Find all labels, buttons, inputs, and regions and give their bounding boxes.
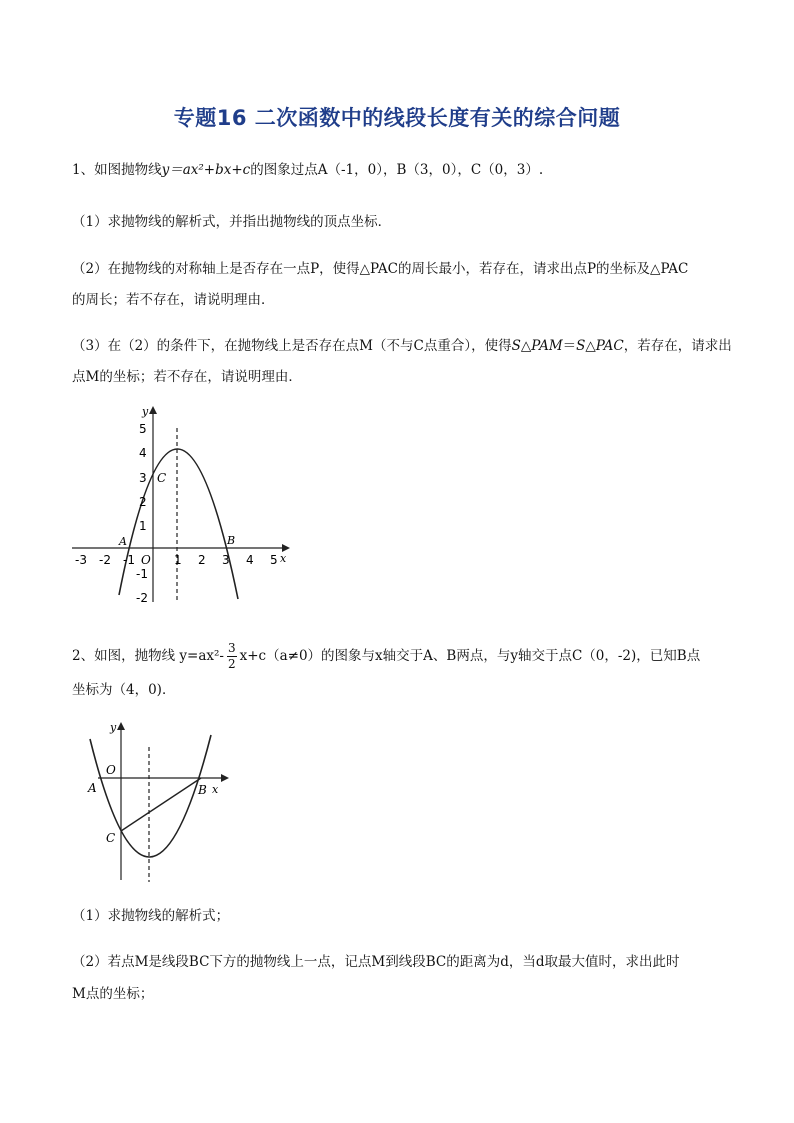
q1-point-b-label: B <box>227 534 236 547</box>
q2-part1: （1）求抛物线的解析式； <box>72 908 230 924</box>
q2-y-arrow <box>117 722 125 730</box>
q1-ytick: 5 <box>139 422 147 436</box>
q1-y-arrow <box>149 406 157 414</box>
q1-xtick: 5 <box>270 553 278 567</box>
q2-point-c-label: C <box>106 831 116 845</box>
q1-part3-line1 <box>72 336 732 356</box>
q1-x-arrow <box>282 544 290 552</box>
q1-xtick: -2 <box>99 553 111 567</box>
q2-stem-line2: 坐标为（4，0)． <box>72 682 176 698</box>
q1-area-pam: S△PAM <box>511 338 563 354</box>
q1-equals: ＝ <box>562 338 577 354</box>
q2-y-label: y <box>110 721 117 734</box>
q1-part3-text-b: ，若存在，请求出 <box>623 338 732 354</box>
q2-stem <box>72 641 700 672</box>
q1-point-c-label: C <box>157 471 167 485</box>
q1-stem-text: 1、如图抛物线 <box>72 162 162 178</box>
q2-graph <box>84 717 234 885</box>
q1-part3-text: （3）在（2）的条件下，在抛物线上是否存在点M（不与C点重合），使得 <box>72 338 512 354</box>
q1-points: A（-1，0），B（3，0），C（0，3）. <box>317 162 544 178</box>
q1-part2-line1: （2）在抛物线的对称轴上是否存在一点P，使得△PAC的周长最小，若存在，请求出点P的坐标及△PAC <box>72 261 689 277</box>
q2-part2-line2: M点的坐标； <box>72 986 154 1002</box>
q1-part1: （1）求抛物线的解析式，并指出抛物线的顶点坐标． <box>72 214 392 230</box>
q1-part2-line2: 的周长；若不存在，请说明理由． <box>72 292 275 308</box>
q2-stem-text-b: x+c（a≠0）的图象与x轴交于A、B两点，与y轴交于点C（0，-2)，已知B点 <box>239 648 701 664</box>
q1-xtick: 3 <box>222 553 230 567</box>
q1-origin-label: O <box>141 553 151 567</box>
q2-frac-num: 3 <box>227 641 236 655</box>
q1-xtick: 4 <box>246 553 254 567</box>
q1-xtick: 1 <box>174 553 182 567</box>
q1-stem-text-b: 的图象过点 <box>250 162 318 178</box>
q1-part3-line2: 点M的坐标；若不存在，请说明理由． <box>72 369 302 385</box>
q1-xtick: -1 <box>123 553 135 567</box>
q1-point-a-label: A <box>119 535 127 548</box>
q1-ytick: -1 <box>136 567 148 581</box>
q2-part2-line1: （2）若点M是线段BC下方的抛物线上一点，记点M到线段BC的距离为d，当d取最大值时，求出此时 <box>72 954 680 970</box>
q2-stem-text: 2、如图，抛物线 y=ax²- <box>72 648 224 664</box>
q1-ytick: -2 <box>136 591 148 605</box>
q2-origin-label: O <box>106 763 116 777</box>
q2-point-a-label: A <box>88 781 97 795</box>
q2-x-label: x <box>212 783 219 796</box>
q1-area-pac: S△PAC <box>576 338 624 354</box>
q1-xtick: 2 <box>198 553 206 567</box>
q1-ytick: 1 <box>139 519 147 533</box>
q2-x-arrow <box>221 774 229 782</box>
q1-y-label: y <box>142 405 149 418</box>
q1-xtick: -3 <box>75 553 87 567</box>
q1-ytick: 3 <box>139 471 147 485</box>
q2-frac-den: 2 <box>227 657 236 671</box>
q1-equation: y＝ax²+bx+c <box>161 162 251 178</box>
page-title: 专题16 二次函数中的线段长度有关的综合问题 <box>173 106 621 130</box>
q1-ytick: 2 <box>139 495 147 509</box>
q1-graph <box>66 402 298 608</box>
q1-x-label: x <box>280 552 287 565</box>
q1-ytick: 4 <box>139 446 147 460</box>
q2-point-b-label: B <box>198 783 207 797</box>
q2-fraction <box>227 641 237 672</box>
q1-stem <box>72 160 543 180</box>
